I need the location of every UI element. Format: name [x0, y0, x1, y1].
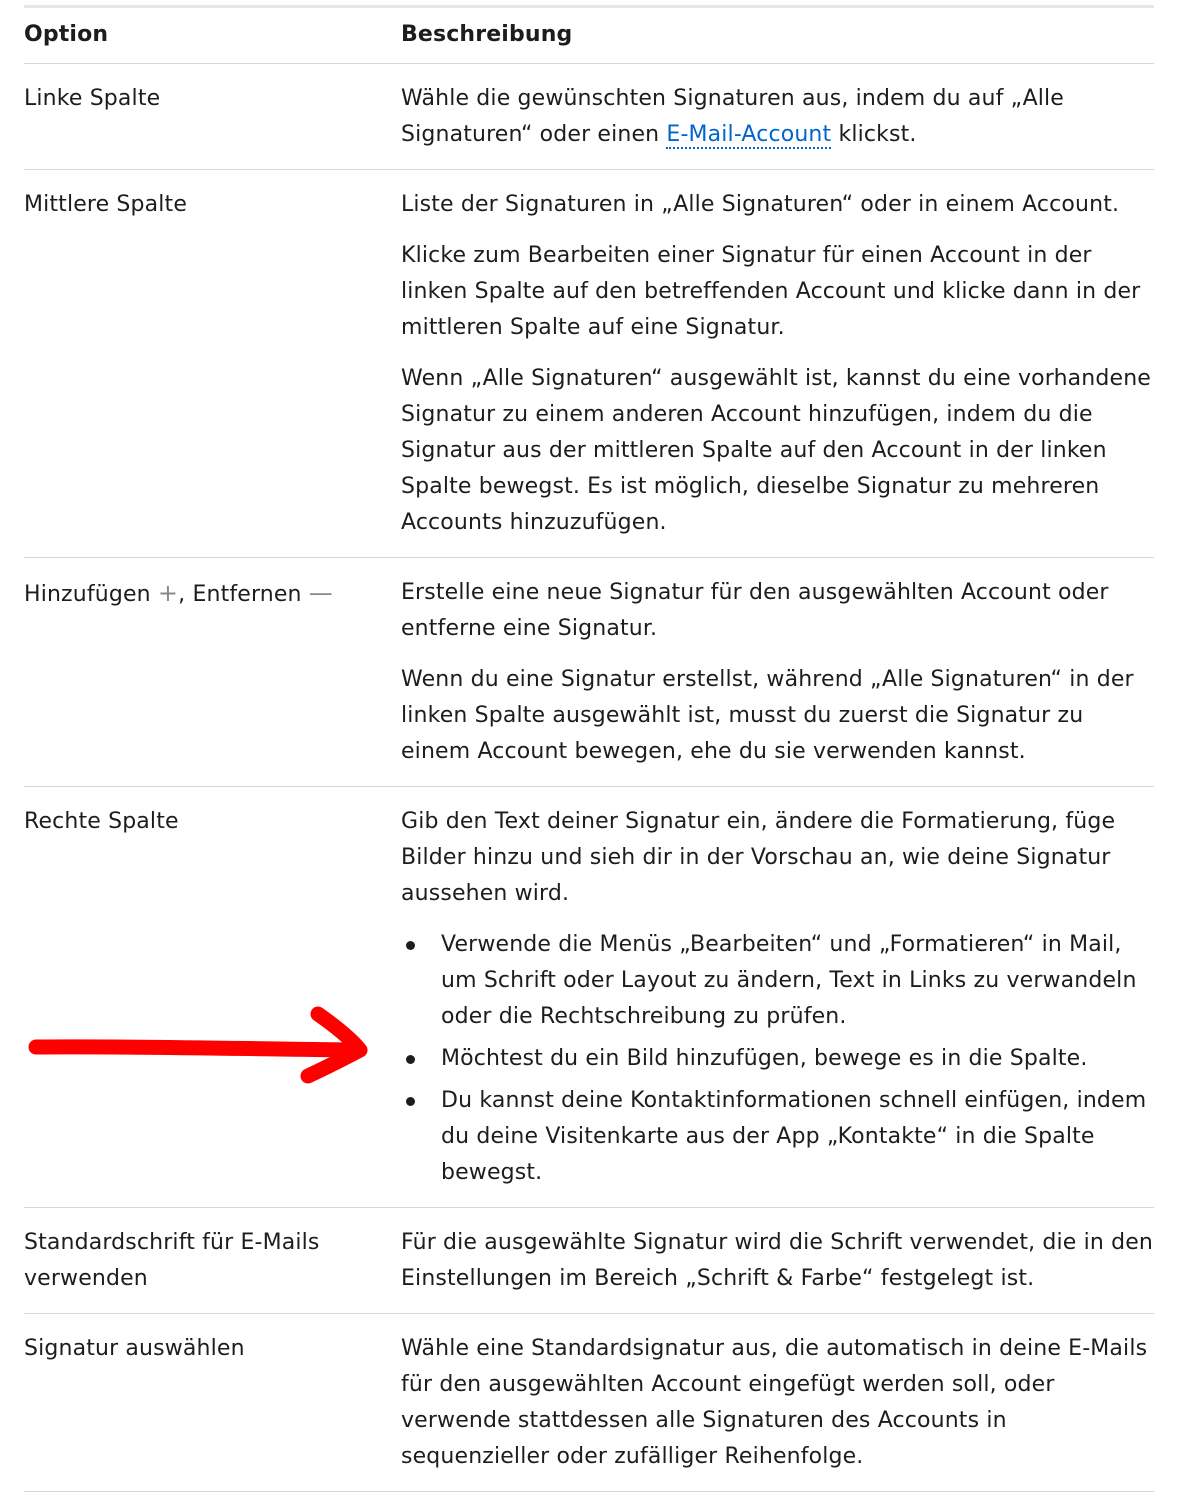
description-paragraph: Liste der Signaturen in „Alle Signaturen“ oder in einem Account. — [401, 192, 1120, 217]
row-option-left-column: Linke Spalte — [24, 64, 401, 170]
row-option-middle-column: Mittlere Spalte — [24, 170, 401, 558]
bullet-list — [401, 927, 1154, 1191]
description-paragraph: Erstelle eine neue Signatur für den ausgewählten Account oder entferne eine Signatur. — [401, 580, 1109, 641]
description-text: Wähle die gewünschten Signaturen aus, indem du auf „Alle Signaturen“ oder einen — [401, 86, 1064, 147]
row-description — [401, 558, 1154, 787]
row-description: Für die ausgewählte Signatur wird die Schrift verwendet, die in den Einstellungen im Bereich „Schrift & Farbe“ festgelegt ist. — [401, 1208, 1154, 1314]
bullet-icon — [406, 1097, 415, 1106]
header-option: Option — [24, 8, 401, 64]
option-add-label: Hinzufügen — [24, 582, 151, 607]
table-row — [24, 558, 1154, 787]
list-item — [401, 927, 1154, 1035]
table-row — [24, 1314, 1154, 1492]
list-item-text: Möchtest du ein Bild hinzufügen, bewege es in die Spalte. — [441, 1046, 1088, 1071]
row-option-add-remove — [24, 558, 401, 787]
row-option-choose-signature: Signatur auswählen — [24, 1314, 401, 1492]
header-description: Beschreibung — [401, 8, 1154, 64]
table-row — [24, 1208, 1154, 1314]
row-option-default-font: Standardschrift für E-Mails verwenden — [24, 1208, 401, 1314]
option-remove-label: , Entfernen — [178, 582, 302, 607]
description-text: klickst. — [831, 122, 917, 147]
table-header-row — [24, 8, 1154, 64]
row-description — [401, 64, 1154, 170]
options-table — [24, 8, 1154, 1492]
description-paragraph: Klicke zum Bearbeiten einer Signatur für einen Account in der linken Spalte auf den betreffenden Account und klicke dann in der mittleren Spalte auf eine Signatur. — [401, 243, 1141, 340]
table-row — [24, 64, 1154, 170]
row-description — [401, 787, 1154, 1208]
description-paragraph: Wenn du eine Signatur erstellst, während „Alle Signaturen“ in der linken Spalte ausgewählt ist, musst du zuerst die Signatur zu einem Account bewegen, ehe du sie verwenden kannst. — [401, 667, 1134, 764]
bullet-icon — [406, 1055, 415, 1064]
plus-icon: + — [157, 579, 179, 607]
list-item-text: Verwende die Menüs „Bearbeiten“ und „Formatieren“ in Mail, um Schrift oder Layout zu ändern, Text in Links zu verwandeln oder die Rechtschreibung zu prüfen. — [441, 932, 1137, 1029]
table-row — [24, 170, 1154, 558]
row-description: Wähle eine Standardsignatur aus, die automatisch in deine E-Mails für den ausgewählten Account eingefügt werden soll, oder verwende stattdessen alle Signaturen des Accounts in sequenzieller oder zufälliger Reihenfolge. — [401, 1314, 1154, 1492]
list-item-text: Du kannst deine Kontaktinformationen schnell einfügen, indem du deine Visitenkarte aus der App „Kontakte“ in die Spalte bewegst. — [441, 1088, 1147, 1185]
email-account-link[interactable]: E-Mail-Account — [666, 122, 832, 147]
list-item — [401, 1083, 1154, 1191]
description-paragraph: Gib den Text deiner Signatur ein, ändere die Formatierung, füge Bilder hinzu und sieh dir in der Vorschau an, wie deine Signatur aussehen wird. — [401, 809, 1116, 906]
list-item — [401, 1041, 1154, 1077]
minus-icon: — — [308, 579, 333, 607]
description-paragraph: Wenn „Alle Signaturen“ ausgewählt ist, kannst du eine vorhandene Signatur zu einem anderen Account hinzufügen, indem du die Signatur aus der mittleren Spalte auf den Account in der linken Spalte bewegst. Es ist möglich, dieselbe Signatur zu mehreren Accounts hinzuzufügen. — [401, 366, 1151, 535]
row-description — [401, 170, 1154, 558]
bullet-icon — [406, 941, 415, 950]
table-row — [24, 787, 1154, 1208]
row-option-right-column: Rechte Spalte — [24, 787, 401, 1208]
